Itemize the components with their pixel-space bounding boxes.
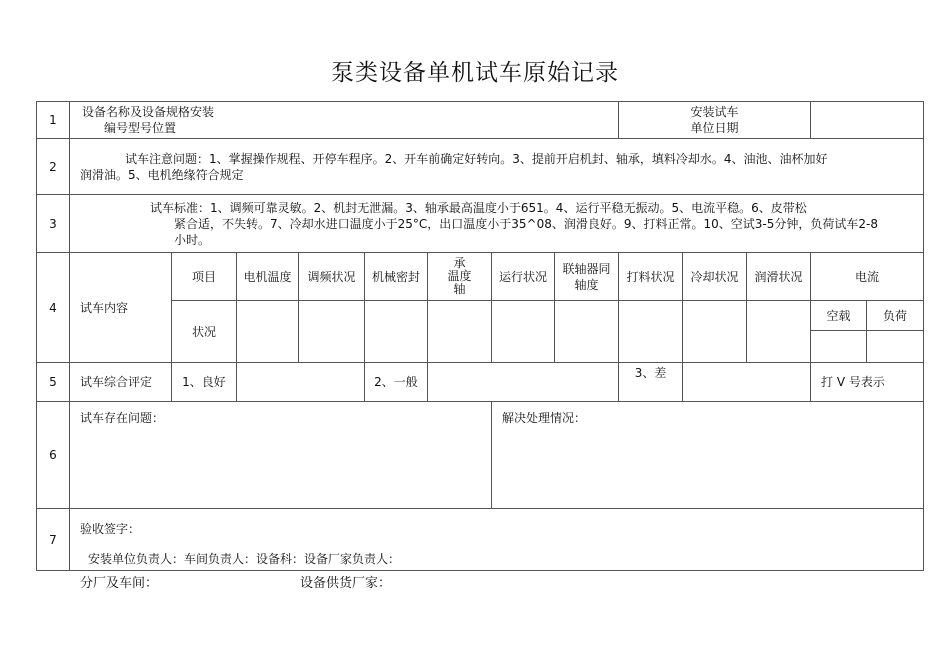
equipment-info-line2: 编号型号位置: [104, 121, 177, 135]
header-freq: 调频状况: [299, 253, 365, 301]
status-feed[interactable]: [619, 301, 683, 363]
row-number: 1: [37, 102, 70, 139]
table-row: [37, 253, 924, 301]
precautions-cell: [70, 139, 924, 195]
table-row: [37, 139, 924, 195]
table-row: [37, 509, 924, 571]
standards-line2: 紧合适，不失转。7、冷却水进口温度小于25°C，出口温度小于35^08、润滑良好。9、打料正常。10、空试3-5分钟，负荷试车2-8: [174, 216, 878, 231]
install-unit-line2: 单位日期: [690, 121, 739, 135]
status-seal[interactable]: [365, 301, 428, 363]
row-number: 3: [37, 195, 70, 253]
header-cool: 冷却状况: [683, 253, 747, 301]
standards-line3: 小时。: [174, 232, 211, 247]
evaluation-label: 试车综合评定: [70, 363, 172, 402]
page-title: 泵类设备单机试车原始记录: [331, 60, 619, 86]
install-unit-cell: [619, 102, 811, 139]
precautions-line1: 试车注意问题：1、掌握操作规程、开停车程序。2、开车前确定好转向。3、提前开启机封、轴承，填料冷却水。4、油池、油杯加好: [125, 151, 828, 166]
status-coupling[interactable]: [555, 301, 619, 363]
header-bearing-l3: 轴: [453, 282, 466, 296]
problems-cell[interactable]: 试车存在问题：: [70, 402, 492, 509]
evaluation-good-check[interactable]: [237, 363, 365, 402]
current-no-load-value[interactable]: [811, 331, 867, 363]
header-seal: 机械密封: [365, 253, 428, 301]
row-number: 7: [37, 509, 70, 571]
header-run: 运行状况: [492, 253, 555, 301]
footer-workshop-label: 分厂及车间：: [80, 576, 159, 591]
header-coupling: [555, 253, 619, 301]
footer-supplier-label: 设备供货厂家：: [300, 576, 392, 591]
header-coupling-l1: 联轴器同: [562, 261, 611, 276]
evaluation-poor: 3、差: [619, 363, 683, 402]
standards-line1: 试车标准：1、调频可靠灵敏。2、机封无泄漏。3、轴承最高温度小于651。4、运行平稳无振动。5、电流平稳。6、皮带松: [150, 200, 807, 215]
standards-cell: [70, 195, 924, 253]
row-number: 5: [37, 363, 70, 402]
header-bearing-temp: [428, 253, 492, 301]
status-freq[interactable]: [299, 301, 365, 363]
status-label: 状况: [172, 301, 237, 363]
header-load: 负荷: [867, 301, 924, 331]
install-unit-line1: 安装试车: [690, 105, 739, 119]
equipment-info-cell: [70, 102, 619, 139]
acceptance-cell[interactable]: [70, 509, 924, 571]
row-number: 2: [37, 139, 70, 195]
status-cool[interactable]: [683, 301, 747, 363]
header-feed: 打料状况: [619, 253, 683, 301]
table-row: [37, 363, 924, 402]
record-table: [36, 101, 924, 571]
row-number: 6: [37, 402, 70, 509]
header-motor-temp: 电机温度: [237, 253, 299, 301]
table-row: [37, 102, 924, 139]
header-item: 项目: [172, 253, 237, 301]
solution-cell[interactable]: 解决处理情况：: [492, 402, 924, 509]
acceptance-signers: 安装单位负责人：车间负责人：设备科：设备厂家负责人：: [88, 552, 401, 566]
table-row: [37, 195, 924, 253]
install-unit-value[interactable]: [811, 102, 924, 139]
header-coupling-l2: 轴度: [574, 277, 599, 292]
header-bearing-l1: 承: [453, 256, 466, 270]
row-number: 4: [37, 253, 70, 363]
header-lube: 润滑状况: [747, 253, 811, 301]
header-current: 电流: [811, 253, 924, 301]
test-content-label: 试车内容: [70, 253, 172, 363]
evaluation-fair: 2、一般: [365, 363, 428, 402]
equipment-info-line1: 设备名称及设备规格安装: [82, 105, 215, 119]
evaluation-mark-note: 打 V 号表示: [811, 363, 924, 402]
status-motor-temp[interactable]: [237, 301, 299, 363]
evaluation-good: 1、良好: [172, 363, 237, 402]
status-run[interactable]: [492, 301, 555, 363]
precautions-line2: 润滑油。5、电机绝缘符合规定: [80, 167, 244, 182]
header-bearing-l2: 温度: [447, 269, 472, 283]
evaluation-fair-check[interactable]: [428, 363, 619, 402]
current-load-value[interactable]: [867, 331, 924, 363]
status-bearing-temp[interactable]: [428, 301, 492, 363]
header-no-load: 空载: [811, 301, 867, 331]
status-lube[interactable]: [747, 301, 811, 363]
acceptance-sign-label: 验收签字：: [80, 522, 141, 536]
evaluation-poor-check[interactable]: [683, 363, 811, 402]
table-row: [37, 402, 924, 509]
